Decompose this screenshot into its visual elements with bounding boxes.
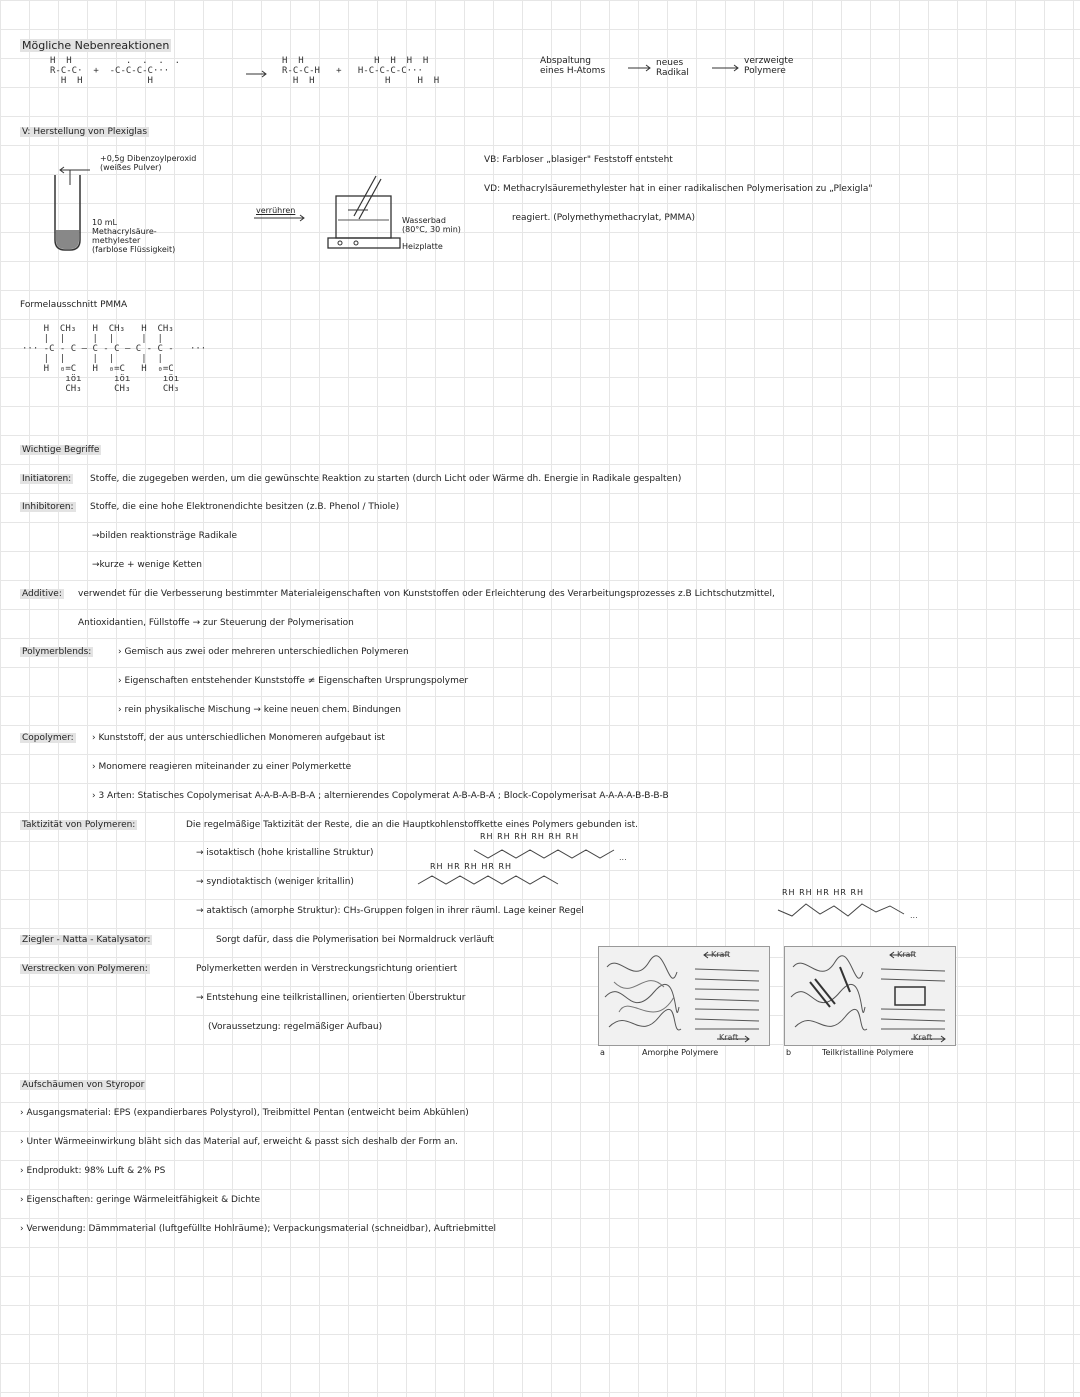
- formula-reactant-3: H H H: [50, 76, 153, 86]
- chain-syndiotactic: [418, 870, 588, 892]
- copolymer-point-3: › 3 Arten: Statisches Copolymerisat A-A-B-A-B-B-A ; alternierendes Copolymerat A-B-A-B-A ; Block-Copolymerisat A-A-A-A-B-B-B-B: [92, 791, 669, 801]
- tacticity-syndiotactic: → syndiotaktisch (weniger kritallin): [196, 877, 354, 887]
- ziegler-term: Ziegler - Natta - Katalysator:: [22, 935, 151, 945]
- chain-atactic-labels: RH RH HR HR RH: [782, 888, 865, 897]
- tacticity-isotactic: → isotaktisch (hohe kristalline Struktur): [196, 848, 374, 858]
- inhibitors-term: Inhibitoren:: [22, 502, 74, 512]
- side-step-2: neues Radikal: [656, 58, 689, 78]
- blends-term: Polymerblends:: [22, 647, 92, 657]
- inhibitors-point-1: →bilden reaktionsträge Radikale: [92, 531, 238, 541]
- stretching-definition: Polymerketten werden in Verstreckungsrichtung orientiert: [196, 964, 458, 974]
- additives-term: Additive:: [22, 589, 62, 599]
- tacticity-atactic: → ataktisch (amorphe Struktur): CH₃-Gruppen folgen in ihrer räuml. Lage keiner Regel: [196, 906, 584, 916]
- pmma-line-7: CH₃ CH₃ CH₃: [22, 384, 180, 394]
- initiators-definition: Stoffe, die zugegeben werden, um die gewünschte Reaktion zu starten (durch Licht oder Wärme dh. Energie in Radikale gespalten): [90, 474, 682, 484]
- pmma-line-6: ıöı ıöı ıöı: [22, 374, 180, 384]
- stretching-point-1: → Entstehung eine teilkristallinen, orientierten Überstruktur: [196, 993, 466, 1003]
- pmma-title: Formelausschnitt PMMA: [20, 300, 128, 310]
- additives-definition: verwendet für die Verbesserung bestimmter Materialeigenschaften von Kunststoffen oder Erleichterung des Verarbeitungsprozesses z.B Lichtschutzmittel,: [78, 589, 775, 599]
- amorphous-polymer-diagram: [599, 947, 769, 1045]
- styropor-point-2: › Unter Wärmeeinwirkung bläht sich das Material auf, erweicht & passt sich deshalb der Form an.: [20, 1137, 459, 1147]
- styropor-point-4: › Eigenschaften: geringe Wärmeleitfähigkeit & Dichte: [20, 1195, 261, 1205]
- figure-b-letter: b: [786, 1048, 792, 1057]
- styropor-point-1: › Ausgangsmaterial: EPS (expandierbares Polystyrol), Treibmittel Pentan (entweicht beim Abkühlen): [20, 1108, 469, 1118]
- styropor-point-5: › Verwendung: Dämmmaterial (luftgefüllte Hohlräume); Verpackungsmaterial (schneidbar), Auftriebmittel: [20, 1224, 497, 1234]
- chain-syndiotactic-labels: RH HR RH HR RH: [430, 862, 513, 871]
- water-bath-icon: [326, 176, 406, 256]
- step-arrow-1: [628, 64, 654, 72]
- styropor-point-3: › Endprodukt: 98% Luft & 2% PS: [20, 1166, 166, 1176]
- plate-label: Heizplatte: [402, 242, 443, 251]
- blends-point-1: › Gemisch aus zwei oder mehreren unterschiedlichen Polymeren: [118, 647, 409, 657]
- terms-title: Wichtige Begriffe: [22, 445, 100, 455]
- copolymer-term: Copolymer:: [22, 733, 74, 743]
- tacticity-definition: Die regelmäßige Taktizität der Reste, die an die Hauptkohlenstoffkette eines Polymers gebunden ist.: [186, 820, 639, 830]
- stir-arrow: [254, 214, 310, 222]
- stretching-term: Verstrecken von Polymeren:: [22, 964, 148, 974]
- copolymer-point-2: › Monomere reagieren miteinander zu einer Polymerkette: [92, 762, 352, 772]
- copolymer-point-1: › Kunststoff, der aus unterschiedlichen Monomeren aufgebaut ist: [92, 733, 385, 743]
- stretching-point-2: (Voraussetzung: regelmäßiger Aufbau): [208, 1022, 383, 1032]
- figure-a-caption: Amorphe Polymere: [642, 1048, 719, 1057]
- side-reactions-title: Mögliche Nebenreaktionen: [22, 39, 170, 52]
- explanation-1: VD: Methacrylsäuremethylester hat in einer radikalischen Polymerisation zu „Plexigla": [484, 184, 873, 194]
- formula-product-1: H H H H H H: [282, 56, 429, 66]
- ziegler-definition: Sorgt dafür, dass die Polymerisation bei Normaldruck verläuft: [216, 935, 494, 945]
- force-label-a-bottom: Kraft: [719, 1033, 739, 1042]
- inhibitors-definition: Stoffe, die eine hohe Elektronendichte besitzen (z.B. Phenol / Thiole): [90, 502, 400, 512]
- figure-b-caption: Teilkristalline Polymere: [822, 1048, 914, 1057]
- chain-isotactic-labels: RH RH RH RH RH RH: [480, 832, 580, 841]
- pmma-line-1: H CH₃ H CH₃ H CH₃: [22, 324, 174, 334]
- force-label-b-bottom: Kraft: [913, 1033, 933, 1042]
- tube-content-label: 10 mL Methacrylsäure- methylester (farblose Flüssigkeit): [92, 218, 176, 254]
- side-step-1: Abspaltung eines H-Atoms: [540, 56, 606, 76]
- pmma-line-3: ··· -C - C — C - C — C - C - ···: [22, 344, 207, 354]
- formula-reactant-1: H H . . . .: [50, 56, 181, 66]
- initiators-term: Initiatoren:: [22, 474, 72, 484]
- semicrystalline-polymer-diagram: [785, 947, 955, 1045]
- svg-text:...: ...: [619, 853, 627, 862]
- force-label-b-top: Kraft: [897, 950, 917, 959]
- pmma-line-4: | | | | | |: [22, 354, 163, 364]
- reagent-label: +0,5g Dibenzoylperoxid (weißes Pulver): [100, 154, 197, 172]
- force-label-a-top: Kraft: [711, 950, 731, 959]
- figure-a-letter: a: [600, 1048, 605, 1057]
- chain-atactic: [778, 896, 928, 920]
- stir-label: verrühren: [256, 206, 296, 215]
- bath-label: Wasserbad (80°C, 30 min): [402, 216, 461, 234]
- pmma-line-5: H ₀=C H ₀=C H ₀=C: [22, 364, 174, 374]
- reaction-arrow: [246, 70, 270, 78]
- formula-reactant-2: R-C-C· + -C-C-C-C···: [50, 66, 170, 76]
- blends-point-3: › rein physikalische Mischung → keine neuen chem. Bindungen: [118, 705, 402, 715]
- pmma-line-2: | | | | | |: [22, 334, 163, 344]
- inhibitors-point-2: →kurze + wenige Ketten: [92, 560, 202, 570]
- blends-point-2: › Eigenschaften entstehender Kunststoffe ≠ Eigenschaften Ursprungspolymer: [118, 676, 469, 686]
- experiment-title: V: Herstellung von Plexiglas: [22, 127, 148, 137]
- formula-product-2: R-C-C-H + H-C-C-C-C···: [282, 66, 423, 76]
- figure-amorphous: [598, 946, 770, 1046]
- tacticity-term: Taktizität von Polymeren:: [22, 820, 136, 830]
- additives-definition-2: Antioxidantien, Füllstoffe → zur Steuerung der Polymerisation: [78, 618, 354, 628]
- svg-text:...: ...: [910, 911, 918, 920]
- step-arrow-2: [712, 64, 742, 72]
- figure-semicrystalline: [784, 946, 956, 1046]
- side-step-3: verzweigte Polymere: [744, 56, 794, 76]
- chain-isotactic: [474, 840, 654, 862]
- formula-product-3: H H H H H: [282, 76, 440, 86]
- explanation-2: reagiert. (Polymethymethacrylat, PMMA): [512, 213, 695, 223]
- styropor-title: Aufschäumen von Styropor: [22, 1080, 145, 1090]
- observation: VB: Farbloser „blasiger" Feststoff entsteht: [484, 155, 673, 165]
